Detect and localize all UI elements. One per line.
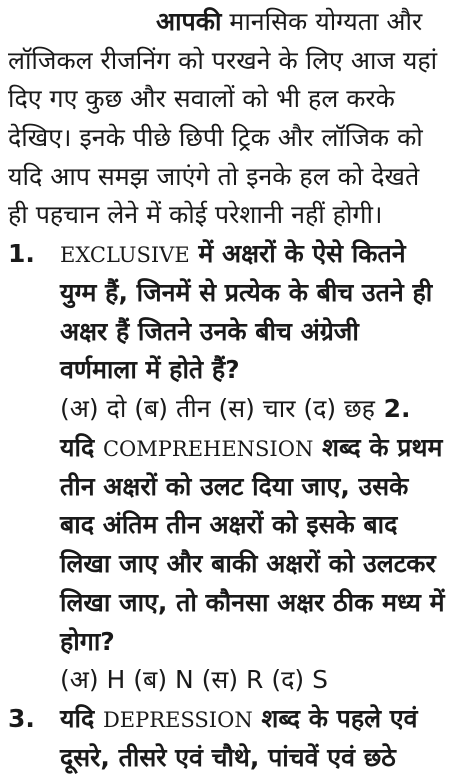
intro-line-1-text: मानसिक योग्यता और [221,7,423,36]
question-3-line-1-text: शब्द के पहले एवं [252,704,418,733]
question-2-line-3: बाद अंतिम तीन अक्षरों को इसके बाद [60,510,398,539]
intro-line-5: यदि आप समझ जाएंगे तो इनके हल को देखते [8,162,420,191]
question-3-word: DEPRESSION [102,708,253,732]
question-1-options-text: (अ) दो (ब) तीन (स) चार (द) छह [60,394,375,423]
question-2-line-4: लिखा जाए और बाकी अक्षरों को उलटकर [60,549,436,578]
question-1-word: EXCLUSIVE [60,243,190,267]
question-1-line-1 [60,236,406,273]
question-2-word: COMPREHENSION [102,437,314,461]
question-1-line-1-text: में अक्षरों के ऐसे कितने [189,239,406,268]
question-1-line-2: युग्म हैं, जिनमें से प्रत्येक के बीच उतने ही [60,278,433,307]
question-3-number: 3. [8,704,35,733]
question-3-lead: यदि [60,704,103,733]
intro-lead-word: आपकी [156,7,222,36]
question-1-number: 1. [8,239,35,268]
intro-line-1 [8,4,422,40]
question-2-line-1-text: शब्द के प्रथम [313,433,443,462]
question-3-line-2: दूसरे, तीसरे एवं चौथे, पांचवें एवं छठे [60,743,396,772]
question-1-options [60,391,411,427]
question-2-lead: यदि [60,433,103,462]
question-1-line-4: वर्णमाला में होते हैं? [60,355,240,384]
question-2-number: 2. [374,394,411,423]
intro-line-2: लॉजिकल रीजनिंग को परखने के लिए आज यहां [8,46,438,75]
intro-line-3: दिए गए कुछ और सवालों को भी हल करके [8,84,395,113]
question-1-line-3: अक्षर हैं जितने उनके बीच अंग्रेजी [60,317,359,346]
question-2-line-1 [60,430,442,467]
question-2-line-6: होगा? [60,627,115,656]
intro-line-4: देखिए। इनके पीछे छिपी ट्रिक और लॉजिक को [8,123,423,152]
intro-line-6: ही पहचान लेने में कोई परेशानी नहीं होगी। [8,200,383,229]
question-2-line-2: तीन अक्षरों को उलट दिया जाए, उसके [60,472,409,501]
question-3-line-1 [60,701,417,738]
question-2-options: (अ) H (ब) N (स) R (द) S [60,665,328,694]
question-2-line-5: लिखा जाए, तो कौनसा अक्षर ठीक मध्य में [60,588,445,617]
